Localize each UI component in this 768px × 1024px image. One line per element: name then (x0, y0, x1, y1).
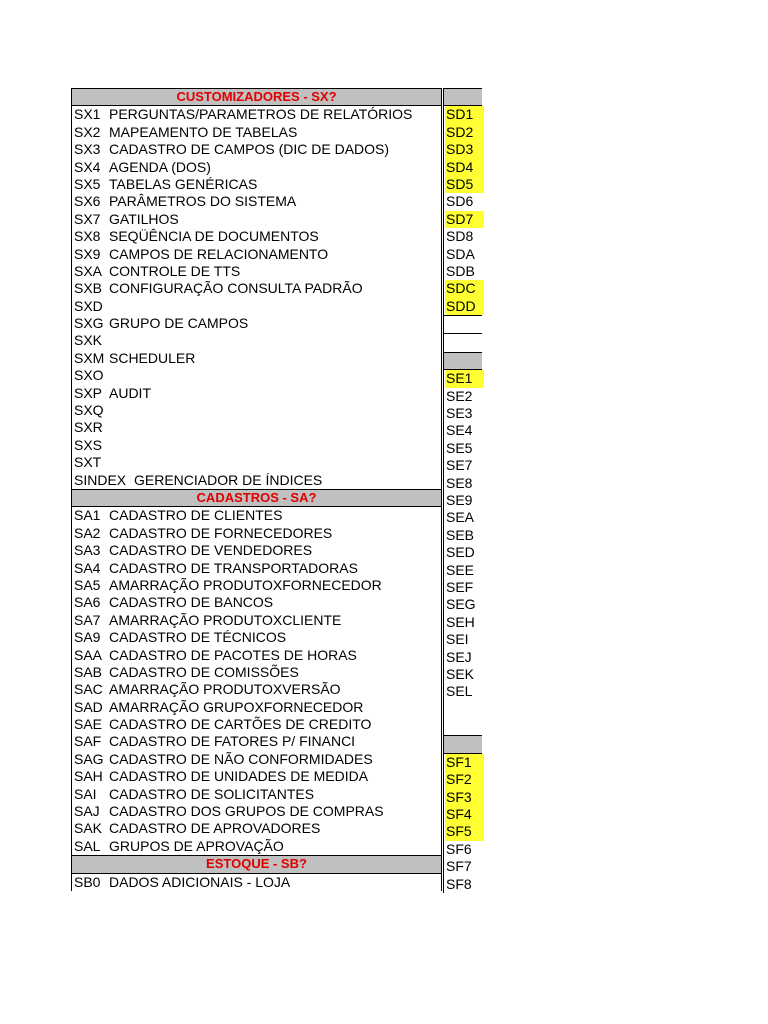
table-description: PARÂMETROS DO SISTEMA (109, 193, 297, 210)
table-description: GERENCIADOR DE ÍNDICES (134, 471, 323, 488)
table-code: SAH (74, 768, 103, 785)
table-cell (443, 806, 482, 823)
table-description: CAMPOS DE RELACIONAMENTO (109, 245, 329, 262)
table-code: SD6 (446, 193, 474, 210)
table-row (71, 647, 442, 664)
table-description: GATILHOS (109, 210, 179, 227)
table-description: CONTROLE DE TTS (109, 262, 241, 279)
table-description: PERGUNTAS/PARAMETROS DE RELATÓRIOS (109, 106, 413, 123)
table-code: SAI (74, 785, 97, 802)
table-description: CADASTRO DE CAMPOS (DIC DE DADOS) (109, 141, 390, 158)
table-code: SEF (446, 578, 474, 595)
table-cell (443, 876, 482, 893)
table-code: SA1 (74, 507, 101, 524)
table-cell (443, 789, 482, 806)
table-code: SF1 (445, 754, 484, 771)
table-code: SXM (74, 349, 105, 366)
table-description: AMARRAÇÃO GRUPOXFORNECEDOR (109, 698, 364, 715)
table-row (71, 402, 442, 419)
table-description: CONFIGURAÇÃO CONSULTA PADRÃO (109, 280, 363, 297)
table-row (71, 507, 442, 524)
table-code: SE7 (446, 457, 473, 474)
section-header: ESTOQUE - SB? (71, 855, 442, 873)
table-row (71, 716, 442, 733)
table-row (71, 577, 442, 594)
table-row (71, 159, 442, 176)
table-code: SXR (74, 419, 103, 436)
table-code: SD1 (445, 106, 484, 123)
table-code: SF7 (446, 858, 472, 875)
table-code: SAC (74, 681, 103, 698)
blank-cell (443, 718, 482, 735)
table-cell (443, 666, 482, 683)
table-code: SX5 (74, 175, 101, 192)
table-code: SAA (74, 646, 103, 663)
table-code: SX8 (74, 228, 101, 245)
table-code: SE1 (445, 370, 484, 387)
table-cell (443, 246, 482, 263)
table-cell (443, 631, 482, 648)
table-code: SAE (74, 716, 103, 733)
table-code: SXQ (74, 402, 104, 419)
table-code: SDA (446, 245, 475, 262)
table-code: SEG (446, 596, 476, 613)
table-cell (443, 649, 482, 666)
table-code: SEI (446, 631, 469, 648)
blank-cell (443, 701, 482, 718)
table-row (71, 315, 442, 332)
table-cell (443, 263, 482, 280)
table-code: SE5 (446, 439, 473, 456)
table-cell (443, 823, 482, 840)
table-code: SX4 (74, 158, 101, 175)
table-row (71, 419, 442, 436)
table-row (71, 681, 442, 698)
table-code: SA9 (74, 629, 101, 646)
table-description: CADASTRO DE TÉCNICOS (109, 629, 287, 646)
table-code: SF3 (445, 789, 484, 806)
table-description: CADASTRO DE FORNECEDORES (109, 524, 333, 541)
table-row (71, 193, 442, 210)
table-code: SE3 (446, 405, 473, 422)
table-column-a (71, 88, 442, 891)
table-code: SAG (74, 750, 104, 767)
table-row (71, 733, 442, 750)
table-row (71, 246, 442, 263)
table-code: SDB (446, 262, 475, 279)
table-description: AUDIT (109, 384, 151, 401)
table-code: SE4 (446, 422, 473, 439)
table-cell (443, 579, 482, 596)
table-code: SEL (446, 683, 473, 700)
table-row (71, 263, 442, 280)
table-row (71, 838, 442, 855)
table-code: SF5 (445, 823, 484, 840)
table-row (71, 332, 442, 349)
table-description: AMARRAÇÃO PRODUTOXFORNECEDOR (109, 576, 382, 593)
table-code: SXA (74, 262, 103, 279)
table-code: SA2 (74, 524, 101, 541)
table-code: SD4 (445, 159, 484, 176)
table-code: SXT (74, 454, 102, 471)
table-row (71, 525, 442, 542)
table-description: AGENDA (DOS) (109, 158, 211, 175)
blank-cell (443, 334, 482, 351)
table-cell (443, 370, 482, 387)
table-code: SF6 (446, 840, 472, 857)
table-code: SED (446, 544, 475, 561)
table-code: SAL (74, 837, 101, 854)
table-column-b (443, 88, 482, 893)
table-description: CADASTRO DOS GRUPOS DE COMPRAS (109, 803, 384, 820)
table-code: SXB (74, 280, 103, 297)
table-code: SF8 (446, 875, 472, 892)
table-cell (443, 683, 482, 700)
table-code: SA4 (74, 559, 101, 576)
table-cell (443, 141, 482, 158)
table-row (71, 124, 442, 141)
table-cell (443, 280, 482, 297)
table-cell (443, 176, 482, 193)
table-row (71, 437, 442, 454)
table-code: SEA (446, 509, 475, 526)
table-cell (443, 754, 482, 771)
table-code: SAJ (74, 803, 100, 820)
table-code: SXS (74, 436, 103, 453)
table-code: SAK (74, 820, 103, 837)
table-description: CADASTRO DE NÃO CONFORMIDADES (109, 750, 373, 767)
table-row (71, 367, 442, 384)
table-cell (443, 509, 482, 526)
table-row (71, 699, 442, 716)
table-row (71, 106, 442, 123)
table-description: CADASTRO DE FATORES P/ FINANCI (109, 733, 356, 750)
table-cell (443, 841, 482, 858)
table-code: SD7 (445, 211, 484, 228)
table-code: SDD (445, 298, 484, 315)
table-code: SAF (74, 733, 102, 750)
table-code: SD2 (445, 124, 484, 141)
table-description: CADASTRO DE SOLICITANTES (109, 785, 315, 802)
table-cell (443, 596, 482, 613)
blank-cell (443, 315, 482, 334)
table-code: SA5 (74, 576, 101, 593)
table-code: SE9 (446, 491, 473, 508)
table-code: SXD (74, 297, 103, 314)
table-description: CADASTRO DE TRANSPORTADORAS (109, 559, 358, 576)
table-description: DADOS ADICIONAIS - LOJA (109, 873, 291, 890)
table-description: CADASTRO DE COMISSÕES (109, 663, 299, 680)
table-row (71, 612, 442, 629)
table-cell (443, 405, 482, 422)
table-row (71, 350, 442, 367)
table-cell (443, 457, 482, 474)
table-cell (443, 388, 482, 405)
table-code: SXG (74, 315, 104, 332)
table-code: SX1 (74, 106, 101, 123)
table-code: SE2 (446, 387, 473, 404)
table-row (71, 629, 442, 646)
table-cell (443, 771, 482, 788)
table-code: SEK (446, 665, 475, 682)
table-row (71, 786, 442, 803)
table-code: SDC (445, 280, 484, 297)
table-cell (443, 193, 482, 210)
table-cell (443, 422, 482, 439)
gray-cell (443, 88, 482, 106)
table-row (71, 751, 442, 768)
table-cell (443, 298, 482, 315)
table-row (71, 768, 442, 785)
table-code: SD5 (445, 176, 484, 193)
table-row (71, 542, 442, 559)
table-row (71, 211, 442, 228)
table-row (71, 664, 442, 681)
table-code: SEJ (446, 648, 472, 665)
table-code: SF2 (445, 771, 484, 788)
table-code: SAB (74, 663, 103, 680)
table-code: SINDEX (74, 471, 127, 488)
gray-cell (443, 735, 482, 753)
table-code: SA3 (74, 542, 101, 559)
table-code: SA7 (74, 611, 101, 628)
table-cell (443, 544, 482, 561)
table-code: SAD (74, 698, 103, 715)
table-cell (443, 527, 482, 544)
table-code: SF4 (445, 806, 484, 823)
table-code: SXK (74, 332, 103, 349)
table-cell (443, 211, 482, 228)
table-cell (443, 492, 482, 509)
table-description: AMARRAÇÃO PRODUTOXCLIENTE (109, 611, 342, 628)
table-row (71, 472, 442, 489)
table-code: SX3 (74, 141, 101, 158)
table-row (71, 560, 442, 577)
table-description: CADASTRO DE UNIDADES DE MEDIDA (109, 768, 369, 785)
table-code: SD3 (445, 141, 484, 158)
table-description: CADASTRO DE PACOTES DE HORAS (109, 646, 357, 663)
table-cell (443, 562, 482, 579)
table-description: SEQÜÊNCIA DE DOCUMENTOS (109, 228, 319, 245)
table-cell (443, 106, 482, 123)
table-row (71, 228, 442, 245)
table-description: MAPEAMENTO DE TABELAS (109, 123, 298, 140)
table-code: SE8 (446, 474, 473, 491)
table-code: SEH (446, 613, 475, 630)
table-cell (443, 858, 482, 875)
table-description: CADASTRO DE CARTÕES DE CREDITO (109, 716, 372, 733)
table-description: CADASTRO DE CLIENTES (109, 507, 283, 524)
table-row (71, 298, 442, 315)
table-row (71, 594, 442, 611)
table-code: SEE (446, 561, 475, 578)
table-cell (443, 124, 482, 141)
section-header: CADASTROS - SA? (71, 489, 442, 507)
table-code: SX2 (74, 123, 101, 140)
table-code: SEB (446, 526, 475, 543)
table-code: SX7 (74, 210, 101, 227)
gray-cell (443, 352, 482, 370)
table-cell (443, 475, 482, 492)
table-row (71, 141, 442, 158)
table-code: SD8 (446, 228, 474, 245)
table-row (71, 874, 442, 891)
table-cell (443, 614, 482, 631)
table-row (71, 176, 442, 193)
table-description: GRUPO DE CAMPOS (109, 315, 249, 332)
table-description: GRUPOS DE APROVAÇÃO (109, 837, 284, 854)
table-description: AMARRAÇÃO PRODUTOXVERSÃO (109, 681, 341, 698)
table-row (71, 385, 442, 402)
table-row (71, 280, 442, 297)
table-code: SXP (74, 384, 103, 401)
table-row (71, 820, 442, 837)
table-cell (443, 228, 482, 245)
table-row (71, 454, 442, 471)
table-code: SX9 (74, 245, 101, 262)
table-description: CADASTRO DE APROVADORES (109, 820, 321, 837)
section-header: CUSTOMIZADORES - SX? (71, 88, 442, 106)
table-description: CADASTRO DE BANCOS (109, 594, 274, 611)
table-description: SCHEDULER (109, 349, 196, 366)
table-code: SXO (74, 367, 104, 384)
table-description: CADASTRO DE VENDEDORES (109, 542, 313, 559)
table-code: SA6 (74, 594, 101, 611)
table-description: TABELAS GENÉRICAS (109, 175, 258, 192)
table-cell (443, 440, 482, 457)
table-row (71, 803, 442, 820)
table-cell (443, 159, 482, 176)
table-code: SB0 (74, 873, 101, 890)
table-code: SX6 (74, 193, 101, 210)
